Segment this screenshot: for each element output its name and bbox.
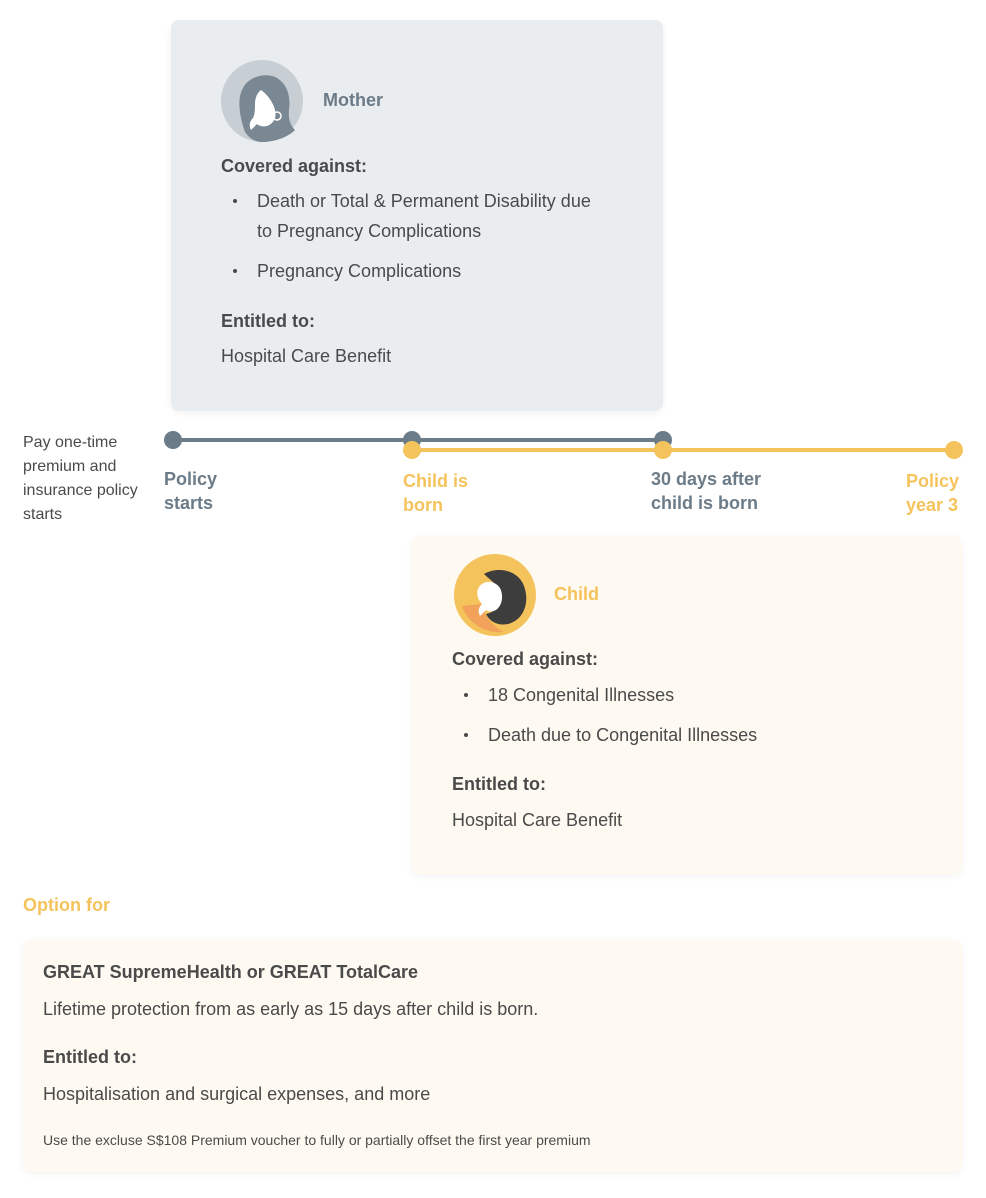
milestone-dot-child-born-mother [403, 431, 421, 449]
milestone-label-30-days: 30 days after child is born [651, 469, 762, 513]
milestone-label-policy-year-3: Policy year 3 [906, 471, 960, 515]
milestone-dot-policy-start [164, 431, 182, 449]
child-entitled-text: Hospital Care Benefit [452, 810, 623, 830]
option-entitled-title: Entitled to: [43, 1047, 137, 1067]
child-avatar-icon [454, 554, 536, 636]
mother-covered-list [221, 186, 601, 296]
mother-entitled-text: Hospital Care Benefit [221, 346, 392, 366]
mother-entitled-title: Entitled to: [221, 311, 315, 331]
option-plan-desc: Lifetime protection from as early as 15 days after child is born. [43, 999, 539, 1019]
bullet-icon [464, 693, 468, 697]
mother-avatar-icon [221, 60, 303, 142]
milestone-label-policy-starts: Policy starts [164, 469, 218, 513]
mother-card [171, 20, 663, 411]
option-heading: Option for [23, 895, 110, 915]
milestone-dot-30-days-child [654, 441, 672, 459]
bullet-icon [464, 733, 468, 737]
list-item: Death due to Congenital Illnesses [452, 720, 872, 750]
option-entitled-text: Hospitalisation and surgical expenses, and more [43, 1084, 431, 1104]
list-item: Death or Total & Permanent Disability due to Pregnancy Complications [221, 186, 601, 246]
milestone-label-child-born: Child is born [403, 471, 469, 515]
child-name: Child [554, 584, 599, 604]
child-covered-list [452, 680, 872, 760]
child-covered-title: Covered against: [452, 649, 599, 669]
mother-name: Mother [323, 90, 383, 110]
child-entitled-title: Entitled to: [452, 774, 546, 794]
bullet-icon [233, 199, 237, 203]
milestone-dot-30-days-mother [654, 431, 672, 449]
option-card [23, 940, 962, 1172]
mother-covered-title: Covered against: [221, 156, 368, 176]
list-item: 18 Congenital Illnesses [452, 680, 872, 710]
bullet-icon [233, 269, 237, 273]
milestone-dot-policy-year-3 [945, 441, 963, 459]
list-item: Pregnancy Complications [221, 256, 601, 286]
option-plan-title: GREAT SupremeHealth or GREAT TotalCare [43, 962, 419, 982]
child-card [412, 536, 962, 874]
timeline-caption: Pay one-time premium and insurance policy starts [23, 434, 138, 523]
milestone-dot-child-born [403, 441, 421, 459]
option-voucher-note: Use the excluse S$108 Premium voucher to fully or partially offset the first year premium [43, 1132, 591, 1148]
